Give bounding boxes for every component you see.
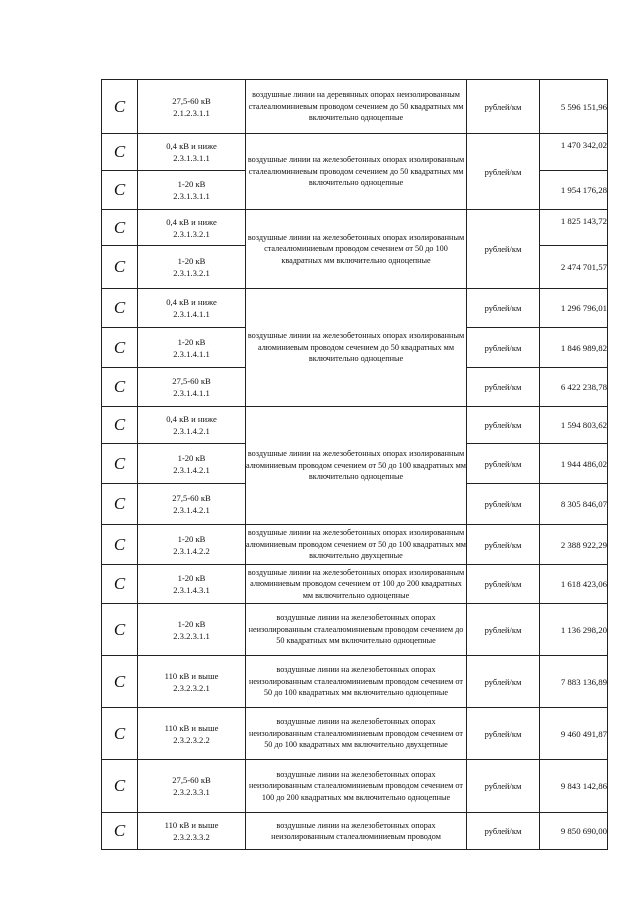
rate-index: 2.3.1.3.2.1 <box>173 268 210 278</box>
rate-index: 2.3.2.3.1.1 <box>173 630 210 641</box>
table-row <box>102 813 608 850</box>
category-code: C <box>102 484 138 525</box>
line-description: воздушные линии на железобетонных опорах изолированным алюминиевым проводом сечением от 100 до 200 квадратных мм включительно одноцепные <box>246 565 467 604</box>
table-row <box>102 289 608 328</box>
unit-cell: рублей/км <box>467 813 540 850</box>
table-row <box>102 210 608 246</box>
category-code: C <box>102 289 138 328</box>
price-cell: 1 954 176,28 <box>540 171 608 210</box>
voltage-label: 0,4 кВ и ниже <box>166 141 217 151</box>
voltage-cell <box>138 246 246 289</box>
rate-index: 2.3.1.3.1.1 <box>173 191 210 201</box>
price-cell: 9 460 491,87 <box>540 708 608 760</box>
voltage-cell <box>138 525 246 565</box>
voltage-label: 1-20 кВ <box>177 533 206 544</box>
rate-index: 2.3.1.4.1.1 <box>173 388 210 398</box>
rate-index: 2.3.1.3.1.1 <box>173 153 210 163</box>
price-cell: 5 596 151,96 <box>540 80 608 134</box>
voltage-cell <box>138 407 246 444</box>
rate-index: 2.3.1.4.2.1 <box>173 426 210 436</box>
unit-cell: рублей/км <box>467 484 540 525</box>
table-row <box>102 134 608 171</box>
voltage-label: 110 кВ и выше <box>164 722 219 733</box>
price-cell: 6 422 238,78 <box>540 368 608 407</box>
unit-cell: рублей/км <box>467 656 540 708</box>
table-row <box>102 407 608 444</box>
price-cell: 1 594 803,62 <box>540 407 608 444</box>
table-row <box>102 708 608 760</box>
line-description: воздушные линии на железобетонных опорах неизолированным сталеалюминиевым проводом сечением от 100 до 200 квадратных мм включительно одноцепные <box>246 760 467 813</box>
voltage-cell <box>138 813 246 850</box>
unit-cell: рублей/км <box>467 565 540 604</box>
table-row <box>102 525 608 565</box>
category-code: C <box>102 525 138 565</box>
unit-cell: рублей/км <box>467 80 540 134</box>
voltage-cell <box>138 484 246 525</box>
voltage-label: 0,4 кВ и ниже <box>166 414 217 424</box>
line-description: воздушные линии на железобетонных опорах изолированным алюминиевым проводом сечением до 50 квадратных мм включительно одноцепные <box>246 289 467 407</box>
category-code: C <box>102 565 138 604</box>
voltage-label: 0,4 кВ и ниже <box>166 297 217 307</box>
voltage-cell <box>138 289 246 328</box>
voltage-cell <box>138 328 246 368</box>
rate-index: 2.3.1.4.2.1 <box>173 505 210 515</box>
price-cell: 2 388 922,29 <box>540 525 608 565</box>
price-cell: 1 136 298,20 <box>540 604 608 656</box>
line-description: воздушные линии на железобетонных опорах изолированным сталеалюминиевым проводом сечением от 50 до 100 квадратных мм включительно одноцепные <box>246 210 467 289</box>
table-row <box>102 80 608 134</box>
unit-cell: рублей/км <box>467 444 540 484</box>
category-code: C <box>102 246 138 289</box>
price-cell: 1 825 143,72 <box>540 210 608 246</box>
voltage-label: 1-20 кВ <box>177 573 206 583</box>
rate-index: 2.3.2.3.3.1 <box>173 787 210 797</box>
voltage-cell <box>138 708 246 760</box>
voltage-label: 1-20 кВ <box>177 256 206 266</box>
line-description: воздушные линии на железобетонных опорах изолированным алюминиевым проводом сечением от 50 до 100 квадратных мм включительно двухцепные <box>246 525 467 565</box>
unit-cell: рублей/км <box>467 210 540 289</box>
voltage-cell <box>138 134 246 171</box>
line-description: воздушные линии на железобетонных опорах неизолированным сталеалюминиевым проводом сечением от 50 до 100 квадратных мм включительно одноцепные <box>246 656 467 708</box>
category-code: C <box>102 444 138 484</box>
voltage-cell <box>138 444 246 484</box>
rate-index: 2.3.1.4.2.1 <box>173 464 210 475</box>
line-description: воздушные линии на железобетонных опорах изолированным сталеалюминиевым проводом сечением до 50 квадратных мм включительно одноцепные <box>246 134 467 210</box>
category-code: C <box>102 171 138 210</box>
voltage-label: 1-20 кВ <box>177 618 206 629</box>
line-description: воздушные линии на железобетонных опорах неизолированным сталеалюминиевым проводом <box>246 813 467 850</box>
voltage-cell <box>138 656 246 708</box>
price-cell: 1 618 423,06 <box>540 565 608 604</box>
line-description: воздушные линии на деревянных опорах неизолированным сталеалюминиевым проводом сечением до 50 квадратных мм включительно одноцепные <box>246 80 467 134</box>
rate-index: 2.3.2.3.2.1 <box>173 682 210 693</box>
category-code: C <box>102 407 138 444</box>
voltage-label: 0,4 кВ и ниже <box>166 216 217 227</box>
unit-cell: рублей/км <box>467 525 540 565</box>
voltage-label: 1-20 кВ <box>177 336 206 347</box>
unit-cell: рублей/км <box>467 708 540 760</box>
unit-cell: рублей/км <box>467 368 540 407</box>
unit-cell: рублей/км <box>467 134 540 210</box>
price-cell: 7 883 136,89 <box>540 656 608 708</box>
line-description: воздушные линии на железобетонных опорах неизолированным сталеалюминиевым проводом сечением от 50 до 100 квадратных мм включительно двухцепные <box>246 708 467 760</box>
rate-index: 2.3.1.4.1.1 <box>173 309 210 319</box>
table-row <box>102 565 608 604</box>
price-cell: 1 846 989,82 <box>540 328 608 368</box>
price-cell: 2 474 701,57 <box>540 246 608 289</box>
rate-index: 2.3.1.4.2.2 <box>173 545 210 556</box>
table-row <box>102 656 608 708</box>
voltage-cell <box>138 760 246 813</box>
voltage-cell <box>138 604 246 656</box>
unit-cell: рублей/км <box>467 760 540 813</box>
category-code: C <box>102 210 138 246</box>
unit-cell: рублей/км <box>467 407 540 444</box>
table-row <box>102 604 608 656</box>
unit-cell: рублей/км <box>467 289 540 328</box>
category-code: C <box>102 813 138 850</box>
rate-index: 2.3.1.4.1.1 <box>173 348 210 359</box>
voltage-cell <box>138 368 246 407</box>
line-description: воздушные линии на железобетонных опорах неизолированным сталеалюминиевым проводом сечением до 50 квадратных мм включительно одноцепные <box>246 604 467 656</box>
line-description: воздушные линии на железобетонных опорах изолированным алюминиевым проводом сечением от 50 до 100 квадратных мм включительно одноцепные <box>246 407 467 525</box>
category-code: C <box>102 656 138 708</box>
table-row <box>102 760 608 813</box>
rate-index: 2.3.1.4.3.1 <box>173 585 210 595</box>
rate-index: 2.3.1.3.2.1 <box>173 228 210 239</box>
category-code: C <box>102 134 138 171</box>
category-code: C <box>102 760 138 813</box>
rate-index: 2.3.2.3.3.2 <box>173 832 210 842</box>
unit-cell: рублей/км <box>467 328 540 368</box>
category-code: C <box>102 328 138 368</box>
price-cell: 1 296 796,01 <box>540 289 608 328</box>
tariff-table <box>101 79 608 850</box>
category-code: C <box>102 604 138 656</box>
unit-cell: рублей/км <box>467 604 540 656</box>
category-code: C <box>102 80 138 134</box>
voltage-cell <box>138 210 246 246</box>
rate-index: 2.1.2.3.1.1 <box>173 107 210 118</box>
category-code: C <box>102 708 138 760</box>
voltage-label: 27,5-60 кВ <box>172 95 211 106</box>
voltage-label: 110 кВ и выше <box>164 670 219 681</box>
voltage-label: 27,5-60 кВ <box>172 493 211 503</box>
voltage-cell <box>138 171 246 210</box>
voltage-label: 110 кВ и выше <box>164 820 219 830</box>
price-cell: 9 850 690,00 <box>540 813 608 850</box>
voltage-cell <box>138 565 246 604</box>
price-cell: 8 305 846,07 <box>540 484 608 525</box>
price-cell: 9 843 142,86 <box>540 760 608 813</box>
rate-index: 2.3.2.3.2.2 <box>173 734 210 745</box>
voltage-label: 27,5-60 кВ <box>172 775 211 785</box>
voltage-label: 1-20 кВ <box>177 179 206 189</box>
price-cell: 1 470 342,02 <box>540 134 608 171</box>
category-code: C <box>102 368 138 407</box>
voltage-label: 1-20 кВ <box>177 452 206 463</box>
voltage-label: 27,5-60 кВ <box>172 376 211 386</box>
price-cell: 1 944 486,02 <box>540 444 608 484</box>
voltage-cell <box>138 80 246 134</box>
